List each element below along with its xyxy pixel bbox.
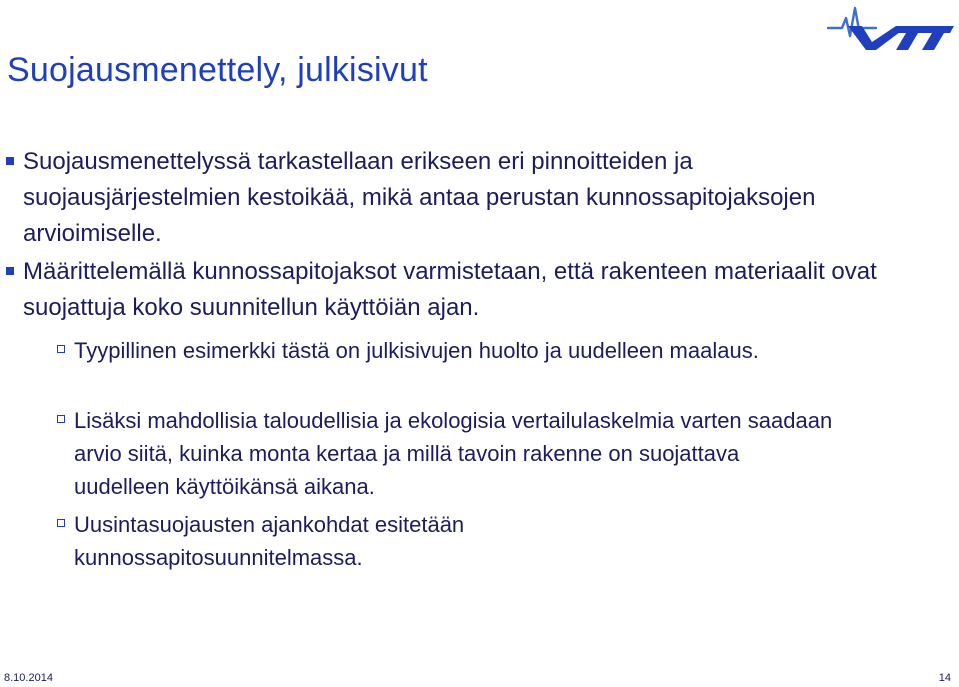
hollow-square-bullet-icon: [57, 519, 65, 527]
hollow-square-bullet-icon: [57, 415, 65, 423]
footer-date: 8.10.2014: [4, 672, 53, 684]
sub-bullet-item-2: [74, 404, 834, 503]
bullet-text: Suojausmenettelyssä tarkastellaan erikseen eri pinnoitteiden ja suojausjärjestelmien kestoikää, mikä antaa perustan kunnossapitojaksojen arvioimiselle.: [23, 148, 816, 247]
sub-bullet-text: Tyypillinen esimerkki tästä on julkisivujen huolto ja uudelleen maalaus.: [74, 338, 759, 363]
bullet-text: Määrittelemällä kunnossapitojaksot varmistetaan, että rakenteen materiaalit ovat suojattuja koko suunnitellun käyttöiän ajan.: [23, 258, 877, 321]
bullet-item-2: [23, 254, 893, 326]
sub-bullet-text: Lisäksi mahdollisia taloudellisia ja ekologisia vertailulaskelmia varten saadaan arvio siitä, kuinka monta kertaa ja millä tavoin rakenne on suojattava uudelleen käyttöikänsä aikana.: [74, 408, 833, 499]
page-number: 14: [938, 672, 951, 684]
sub-bullet-text: Uusintasuojausten ajankohdat esitetään kunnossapitosuunnitelmassa.: [74, 512, 465, 570]
slide-title: Suojausmenettely, julkisivut: [7, 51, 428, 89]
sub-bullet-item-3: [74, 508, 634, 574]
hollow-square-bullet-icon: [57, 345, 65, 353]
square-bullet-icon: [6, 267, 14, 275]
bullet-item-1: [23, 144, 903, 252]
vtt-logo-icon: [826, 6, 954, 52]
square-bullet-icon: [6, 157, 14, 165]
sub-bullet-item-1: [74, 334, 854, 367]
